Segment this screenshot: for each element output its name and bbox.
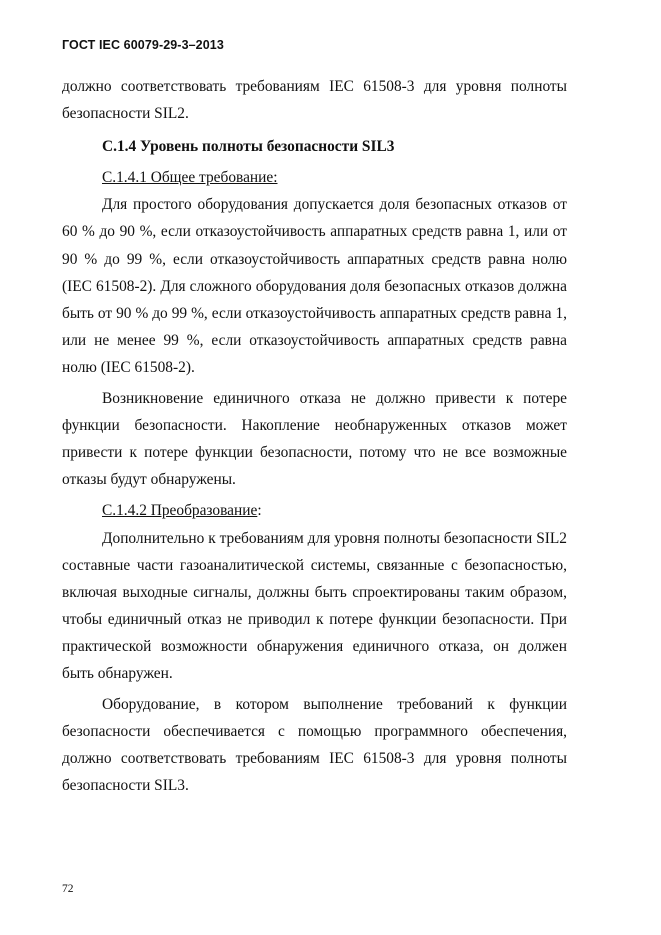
document-body [62,73,567,799]
subsection-general-label: С.1.4.1 Общее требование: [102,169,278,187]
page-number: 72 [62,883,74,895]
subsection-conversion-label: С.1.4.2 Преобразование [102,502,258,520]
paragraph-additional-requirements: Дополнительно к требованиям для уровня полноты безопасности SIL2 составные части газоаналитической системы, связанные с безопасностью, включая выходные сигналы, должны быть спроектированы таким образом, чтобы единичный отказ не приводил к потере функции безопасности. При практической возможности обнаружения единичного отказа, он должен быть обнаружен. [62,529,567,682]
paragraph-safe-failure-fraction: Для простого оборудования допускается доля безопасных отказов от 60 % до 90 %, если отказоустойчивость аппаратных средств равна 1, или от 90 % до 99 %, если отказоустойчивость аппаратных средств равна нолю (IEC 61508-2). Для сложного оборудования доля безопасных отказов должна быть от 90 % до 99 %, если отказоустойчивость аппаратных средств равна 1, или не менее 99 %, если отказоустойчивость аппаратных средств равна нолю (IEC 61508-2). [62,196,567,376]
subsection-conversion [62,497,567,524]
paragraph-software-requirements: Оборудование, в котором выполнение требований к функции безопасности обеспечивается с помощью программного обеспечения, должно соответствовать требованиям IEC 61508-3 для уровня полноты безопасности SIL3. [62,696,567,795]
document-header: ГОСТ IEC 60079-29-3–2013 [62,38,224,52]
paragraph-single-fault: Возникновение единичного отказа не должно привести к потере функции безопасности. Накопление необнаруженных отказов может привести к потере функции безопасности, потому что не все возможные отказы будут обнаружены. [62,390,567,489]
subsection-conversion-colon: : [257,502,262,520]
subsection-general [62,164,567,191]
section-heading: С.1.4 Уровень полноты безопасности SIL3 [102,138,395,156]
paragraph-continuation: должно соответствовать требованиям IEC 61508-3 для уровня полноты безопасности SIL2. [62,78,567,123]
